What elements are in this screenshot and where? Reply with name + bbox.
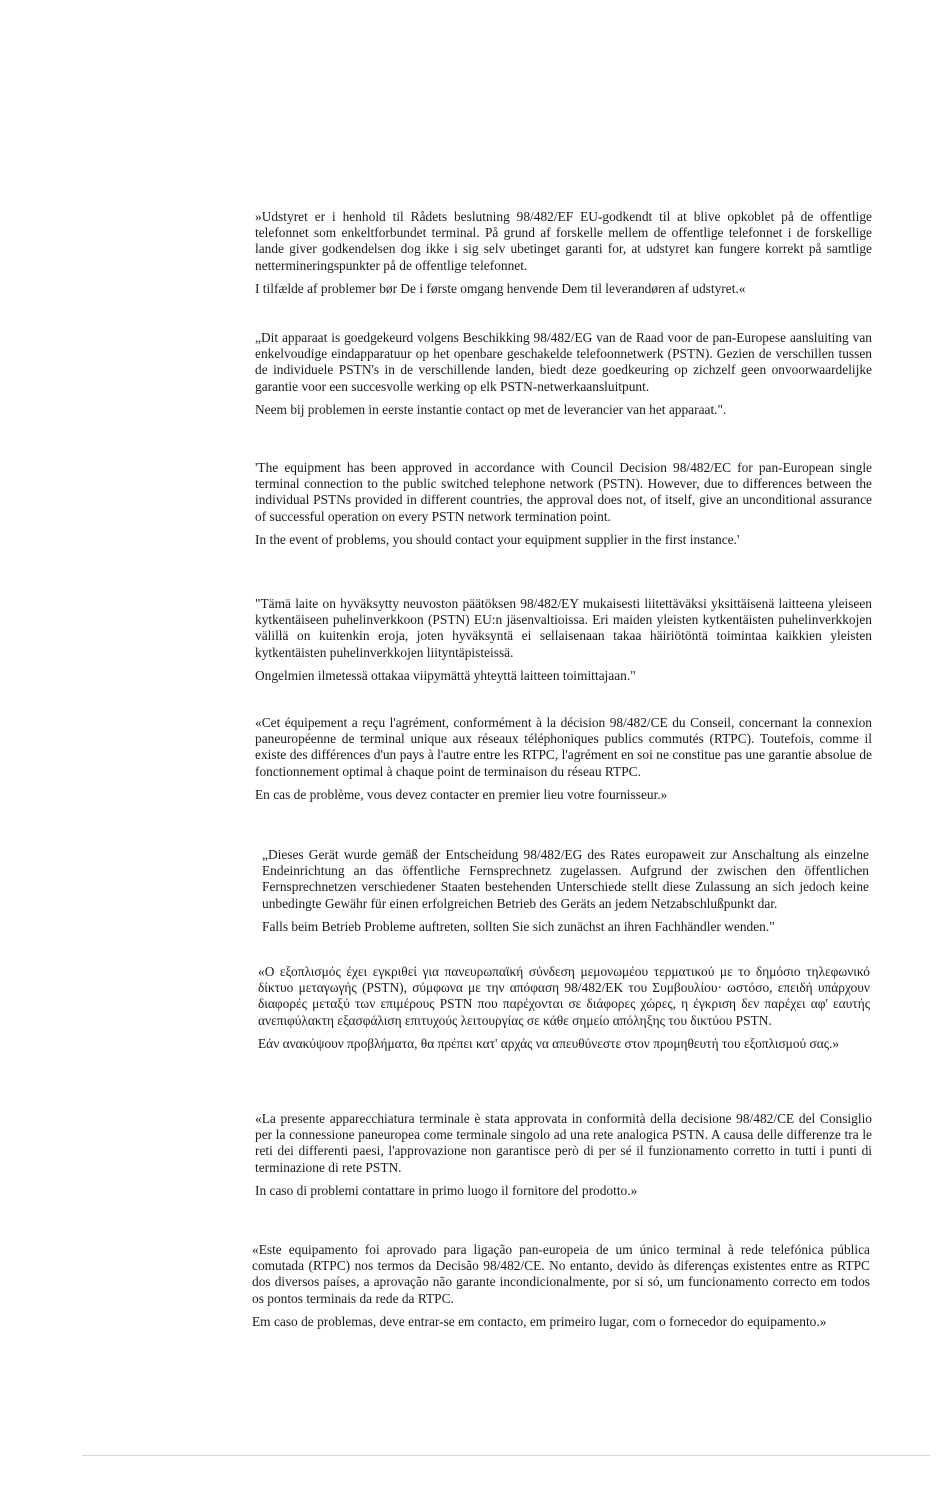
notice-french-approval: «Cet équipement a reçu l'agrément, conformément à la décision 98/482/CE du Conseil, concernant la connexion paneuropéenne de terminal unique aux réseaux téléphoniques publics commutés (RTPC). Toutefois, comme il existe des différences d'un pays à l'autre entre les RTPC, l'agrément en soi ne constitue pas une garantie absolue de fonctionnement optimal à chaque point de terminaison du réseau RTPC. — [255, 715, 872, 779]
notice-italian-approval: «La presente apparecchiatura terminale è stata approvata in conformità della decisione 98/482/CE del Consiglio per la connessione paneuropea come terminale singolo ad una rete analogica PSTN. A causa delle differenze tra le reti dei differenti paesi, l'approvazione non garantisce però di per sé il funzionamento corretto in tutti i punti di terminazione di rete PSTN. — [255, 1111, 872, 1175]
notice-greek-approval: «Ο εξοπλισμός έχει εγκριθεί για πανευρωπαϊκή σύνδεση μεμονωμέου τερματικού με το δημόσιο τηλεφωνικό δίκτυο μεταγωγής (PSTN), σύμφωνα με την απόφαση 98/482/ΕΚ του Συμβουλίου· ωστόσο, επειδή υπάρχουν διαφορές μεταξύ των επιμέρους PSTN που παρέχονται σε διάφορες χώρες, η έγκριση δεν παρέχει αφ' εαυτής ανεπιφύλακτη εξασφάλιση επιτυχούς λειτουργίας σε κάθε σημείο απόληξης του δικτύου PSTN. — [258, 964, 870, 1028]
notice-english-approval: 'The equipment has been approved in accordance with Council Decision 98/482/EC for pan-European single terminal connection to the public switched telephone network (PSTN). However, due to differences between the individual PSTNs provided in different countries, the approval does not, of itself, give an unconditional assurance of successful operation on every PSTN network termination point. — [255, 460, 872, 524]
notice-greek-contact: Εάν ανακύψουν προβλήματα, θα πρέπει κατ' αρχάς να απευθύνεστε στον προμηθευτή του εξοπλισμού σας.» — [258, 1035, 840, 1051]
notice-portuguese — [252, 1242, 870, 1337]
notice-danish-contact: I tilfælde af problemer bør De i første omgang henvende Dem til leverandøren af udstyret.« — [255, 280, 746, 296]
notice-danish-approval: »Udstyret er i henhold til Rådets beslutning 98/482/EF EU-godkendt til at blive opkoblet på de offentlige telefonnet som enkeltforbundet terminal. På grund af forskelle mellem de offentlige telefonnet i de forskellige lande giver godkendelsen dog ikke i sig selv ubetinget garanti for, at udstyret kan fungere korrekt på samtlige nettermineringspunkter på de offentlige telefonnet. — [255, 209, 872, 273]
notice-italian-contact: In caso di problemi contattare in primo luogo il fornitore del prodotto.» — [255, 1182, 638, 1198]
notice-dutch-contact: Neem bij problemen in eerste instantie contact op met de leverancier van het apparaat.". — [255, 401, 727, 417]
notice-portuguese-approval: «Este equipamento foi aprovado para ligação pan-europeia de um único terminal à rede telefónica pública comutada (RTPC) nos termos da Decisão 98/482/CE. No entanto, devido às diferenças existentes entre as RTPC dos diversos países, a aprovação não garante incondicionalmente, por si só, um funcionamento correcto em todos os pontos terminais da rede da RTPC. — [252, 1242, 870, 1306]
notice-english-contact: In the event of problems, you should contact your equipment supplier in the first instance.' — [255, 531, 740, 547]
notice-portuguese-contact: Em caso de problemas, deve entrar-se em contacto, em primeiro lugar, com o fornecedor do equipamento.» — [252, 1313, 827, 1329]
notice-french — [255, 715, 872, 810]
notice-german-contact: Falls beim Betrieb Probleme auftreten, sollten Sie sich zunächst an ihren Fachhändler wenden." — [262, 918, 775, 934]
notice-italian — [255, 1111, 872, 1206]
notice-french-contact: En cas de problème, vous devez contacter en premier lieu votre fournisseur.» — [255, 786, 668, 802]
notice-finnish-approval: "Tämä laite on hyväksytty neuvoston päätöksen 98/482/EY mukaisesti liitettäväksi yksittäisenä laitteena yleiseen kytkentäiseen puhelinverkkoon (PSTN) EU:n jäsenvaltioissa. Eri maiden yleisten kytkentäisten puhelinverkkojen välillä on kuitenkin eroja, joten hyväksyntä ei sellaisenaan takaa häiriötöntä toimintaa kaikkien yleisten kytkentäisten puhelinverkkojen liityntäpisteissä. — [255, 596, 872, 660]
footer-divider — [82, 1455, 930, 1456]
notice-finnish — [255, 596, 872, 691]
notice-danish — [255, 209, 872, 304]
notice-finnish-contact: Ongelmien ilmetessä ottakaa viipymättä yhteyttä laitteen toimittajaan." — [255, 667, 636, 683]
notice-english — [255, 460, 872, 555]
notice-dutch-approval: „Dit apparaat is goedgekeurd volgens Beschikking 98/482/EG van de Raad voor de pan-Europese aansluiting van enkelvoudige eindapparatuur op het openbare geschakelde telefoonnetwerk (PSTN). Gezien de verschillen tussen de individuele PSTN's in de verschillende landen, biedt deze goedkeuring op zichzelf geen onvoorwaardelijke garantie voor een succesvolle werking op elk PSTN-netwerkaansluitpunt. — [255, 330, 872, 394]
notice-dutch — [255, 330, 872, 425]
notice-german — [262, 847, 869, 942]
notice-german-approval: „Dieses Gerät wurde gemäß der Entscheidung 98/482/EG des Rates europaweit zur Anschaltung als einzelne Endeinrichtung an das öffentliche Fernsprechnetz zugelassen. Aufgrund der zwischen den öffentlichen Fernsprechnetzen verschiedener Staaten bestehenden Unterschiede stellt diese Zulassung an sich jedoch keine unbedingte Gewähr für einen erfolgreichen Betrieb des Geräts an jedem Netzabschlußpunkt dar. — [262, 847, 869, 911]
notice-greek — [258, 964, 870, 1059]
